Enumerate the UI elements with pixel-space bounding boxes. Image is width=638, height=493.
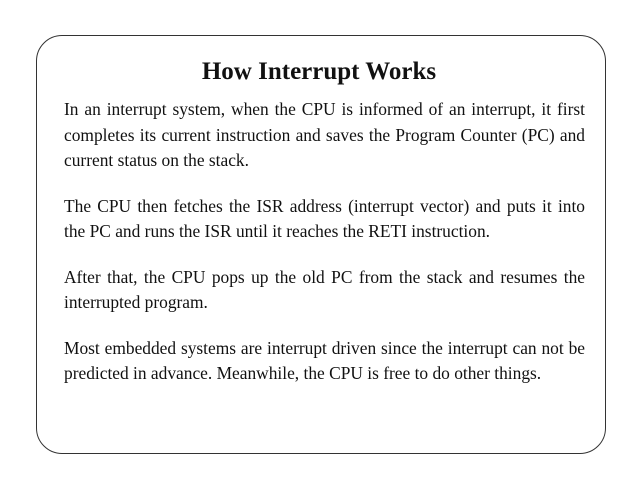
paragraph-pop-pc: After that, the CPU pops up the old PC from the stack and resumes the interrupted program. <box>64 266 585 312</box>
paragraph-interrupt-driven: Most embedded systems are interrupt driven since the interrupt can not be predicted in advance. Meanwhile, the CPU is free to do other things. <box>64 337 585 383</box>
slide-body <box>64 97 585 407</box>
paragraph-interrupt-informed: In an interrupt system, when the CPU is informed of an interrupt, it first completes its current instruction and saves the Program Counter (PC) and current status on the stack. <box>64 99 585 170</box>
paragraph-fetch-isr: The CPU then fetches the ISR address (interrupt vector) and puts it into the PC and runs the ISR until it reaches the RETI instruction. <box>64 195 585 241</box>
slide-title: How Interrupt Works <box>201 58 437 85</box>
